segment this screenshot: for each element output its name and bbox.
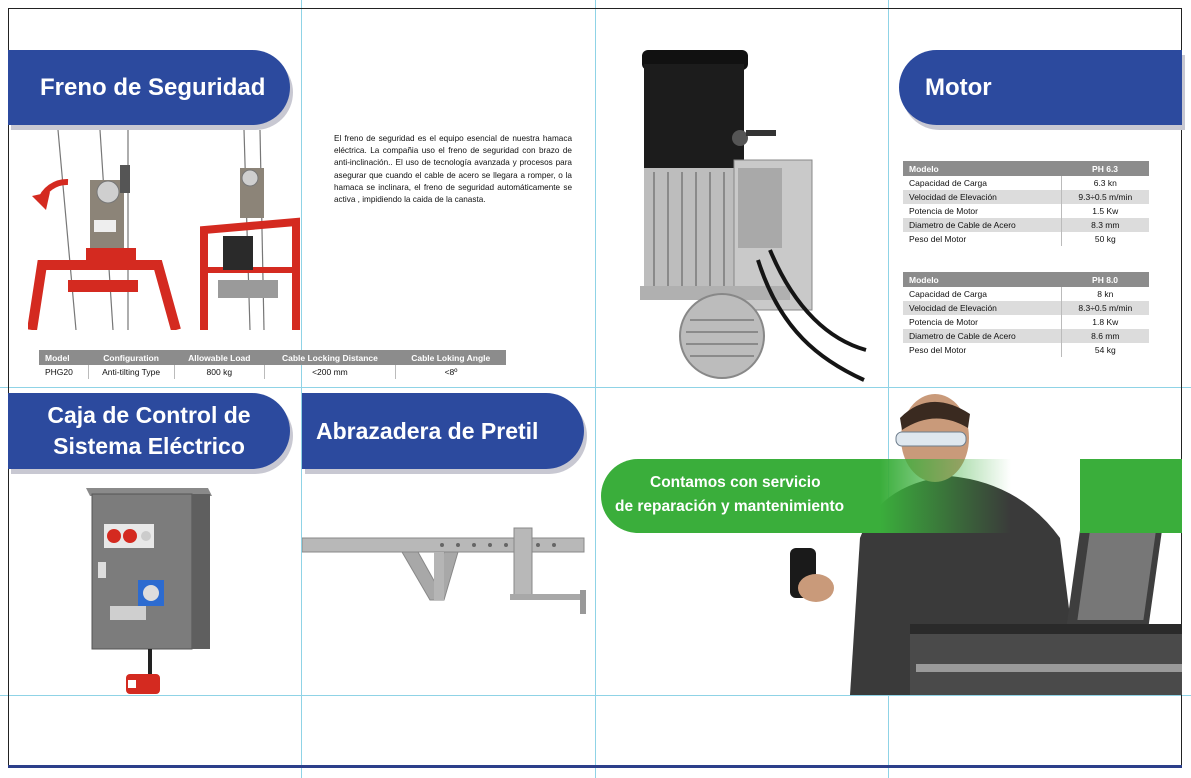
table-cell: PHG20 — [39, 365, 88, 379]
table-cell: Peso del Motor — [903, 232, 1061, 246]
service-banner-tail — [1080, 459, 1182, 533]
table-cell: 8.3 mm — [1061, 218, 1149, 232]
motor-title: Motor — [925, 73, 992, 101]
table-cell: Potencia de Motor — [903, 315, 1061, 329]
abrazadera-title-banner — [302, 393, 584, 469]
table-cell: Capacidad de Carga — [903, 176, 1061, 190]
service-banner — [601, 459, 1011, 533]
motor-photo — [630, 50, 870, 385]
table-cell: Peso del Motor — [903, 343, 1061, 357]
table-cell: 1.5 Kw — [1092, 206, 1119, 216]
table-cell: Diametro de Cable de Acero — [903, 218, 1061, 232]
table-cell: 1.8 Kw — [1092, 317, 1119, 327]
motor-spec-table-1 — [903, 161, 1149, 246]
freno-description: El freno de seguridad es el equipo esencial de nuestra hamaca eléctrica. La compañia uso el freno de seguridad con brazo de anti-inclinación.. El uso de tecnología avanzada y procesos para asegurar que cuando el cable de acero se llegara a romper, o la hamaca se inclinara, el freno de seguridad automáticamente se activa , impidiendo la caida de la canasta. — [334, 134, 572, 205]
table-header: PH 8.0 — [1061, 272, 1149, 287]
table-cell: Velocidad de Elevación — [903, 301, 1061, 315]
caja-title-line1: Caja de Control de — [47, 402, 251, 428]
table-header: Modelo — [903, 161, 1061, 176]
safety-brake-photo — [28, 130, 300, 330]
freno-title: Freno de Seguridad — [40, 73, 266, 101]
table-header: Cable Locking Distance — [264, 350, 395, 365]
table-cell: 8.3÷0.5 m/min — [1061, 301, 1149, 315]
table-cell: 8.6 mm — [1061, 329, 1149, 343]
table-header: Allowable Load — [174, 350, 264, 365]
freno-spec-table — [39, 350, 506, 379]
table-cell: Anti-tilting Type — [88, 365, 174, 379]
motor-spec-table-2 — [903, 272, 1149, 357]
caja-title-banner — [8, 393, 290, 469]
table-cell: Diametro de Cable de Acero — [903, 329, 1061, 343]
parapet-clamp-photo — [302, 520, 592, 620]
table-header: Model — [39, 350, 88, 365]
caja-title-line2: Sistema Eléctrico — [53, 433, 245, 459]
table-header: Configuration — [88, 350, 174, 365]
table-cell: Velocidad de Elevación — [903, 190, 1061, 204]
table-cell: 800 kg — [174, 365, 264, 379]
table-cell: 50 kg — [1094, 234, 1116, 244]
motor-title-banner — [899, 50, 1182, 125]
service-line1: Contamos con servicio — [650, 474, 821, 491]
table-header: Modelo — [903, 272, 1061, 287]
table-cell: 9.3÷0.5 m/min — [1061, 190, 1149, 204]
service-line2: de reparación y mantenimiento — [615, 498, 845, 515]
table-cell: Capacidad de Carga — [903, 287, 1061, 301]
table-cell: 8 kn — [1097, 289, 1114, 299]
bottom-accent-bar — [8, 765, 1182, 768]
technician-photo — [780, 388, 1182, 695]
control-box-photo — [84, 484, 214, 699]
table-cell: 6.3 kn — [1093, 178, 1117, 188]
table-cell: 54 kg — [1094, 345, 1116, 355]
table-cell: Potencia de Motor — [903, 204, 1061, 218]
freno-title-banner — [8, 50, 290, 125]
table-cell: <200 mm — [264, 365, 395, 379]
table-header: Cable Loking Angle — [395, 350, 506, 365]
table-header: PH 6.3 — [1061, 161, 1149, 176]
abrazadera-title: Abrazadera de Pretil — [316, 417, 539, 444]
table-cell: <8º — [444, 367, 458, 377]
